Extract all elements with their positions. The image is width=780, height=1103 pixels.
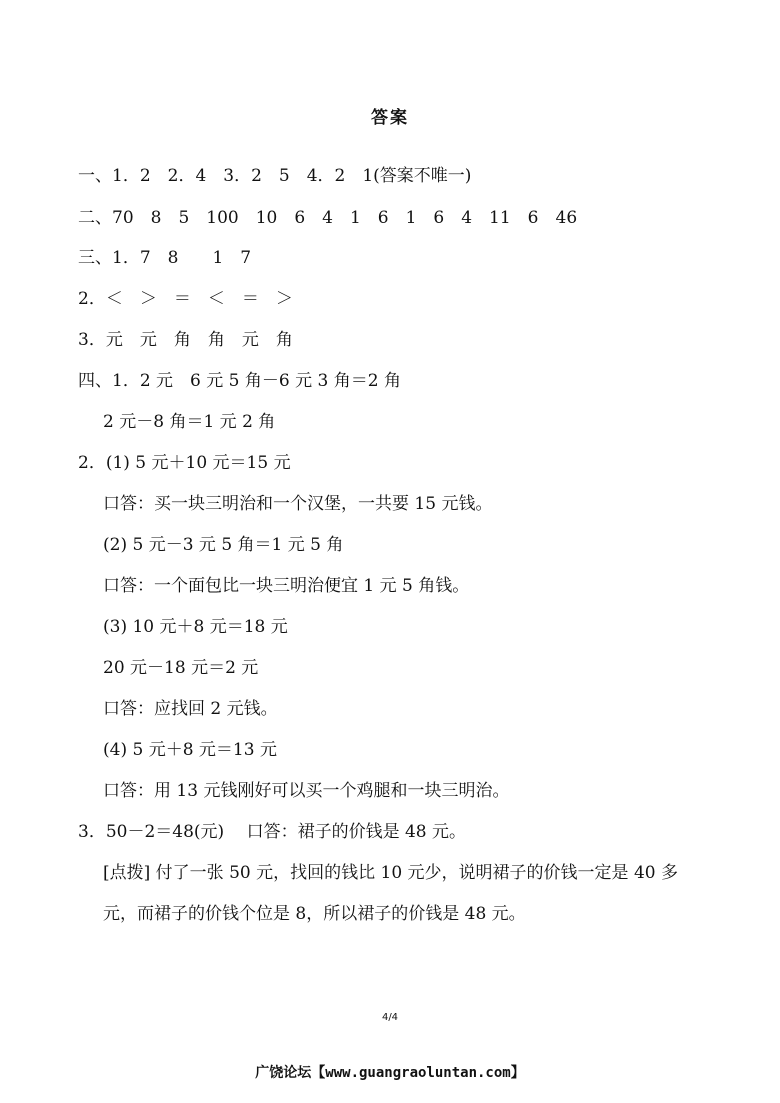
answer-line-12: (3) 10 元＋8 元＝18 元 bbox=[103, 617, 288, 637]
footer-watermark: 广饶论坛【www.guangraoluntan.com】 bbox=[255, 1065, 525, 1081]
answer-line-11: 口答：一个面包比一块三明治便宜 1 元 5 角钱。 bbox=[103, 576, 470, 596]
answer-line-18: [点拨] 付了一张 50 元，找回的钱比 10 元少，说明裙子的价钱一定是 40 多 bbox=[103, 863, 678, 883]
answer-line-2: 二、70 8 5 100 10 6 4 1 6 1 6 4 11 6 46 bbox=[78, 208, 578, 228]
answer-line-13: 20 元－18 元＝2 元 bbox=[103, 658, 259, 678]
answer-line-4: 2．＜ ＞ ＝ ＜ ＝ ＞ bbox=[78, 289, 293, 309]
answer-line-6: 四、1．2 元 6 元 5 角－6 元 3 角＝2 角 bbox=[78, 371, 401, 391]
page-title: 答案 bbox=[371, 108, 409, 128]
answer-line-5: 3．元 元 角 角 元 角 bbox=[78, 330, 293, 350]
answer-line-3: 三、1．7 8 1 7 bbox=[78, 248, 252, 268]
answer-line-16: 口答：用 13 元钱刚好可以买一个鸡腿和一块三明治。 bbox=[103, 781, 510, 801]
answer-line-15: (4) 5 元＋8 元＝13 元 bbox=[103, 740, 277, 760]
answer-line-19: 元，而裙子的价钱个位是 8，所以裙子的价钱是 48 元。 bbox=[103, 904, 526, 924]
answer-line-7: 2 元－8 角＝1 元 2 角 bbox=[103, 412, 276, 432]
answer-line-17: 3．50－2＝48(元) 口答：裙子的价钱是 48 元。 bbox=[78, 822, 467, 842]
answer-line-9: 口答：买一块三明治和一个汉堡，一共要 15 元钱。 bbox=[103, 494, 493, 514]
answer-line-14: 口答：应找回 2 元钱。 bbox=[103, 699, 278, 719]
answer-line-10: (2) 5 元－3 元 5 角＝1 元 5 角 bbox=[103, 535, 344, 555]
answer-line-8: 2．(1) 5 元＋10 元＝15 元 bbox=[78, 453, 291, 473]
page-number: 4/4 bbox=[381, 1012, 399, 1023]
answer-line-1: 一、1．2 2．4 3．2 5 4．2 1(答案不唯一) bbox=[78, 166, 472, 186]
